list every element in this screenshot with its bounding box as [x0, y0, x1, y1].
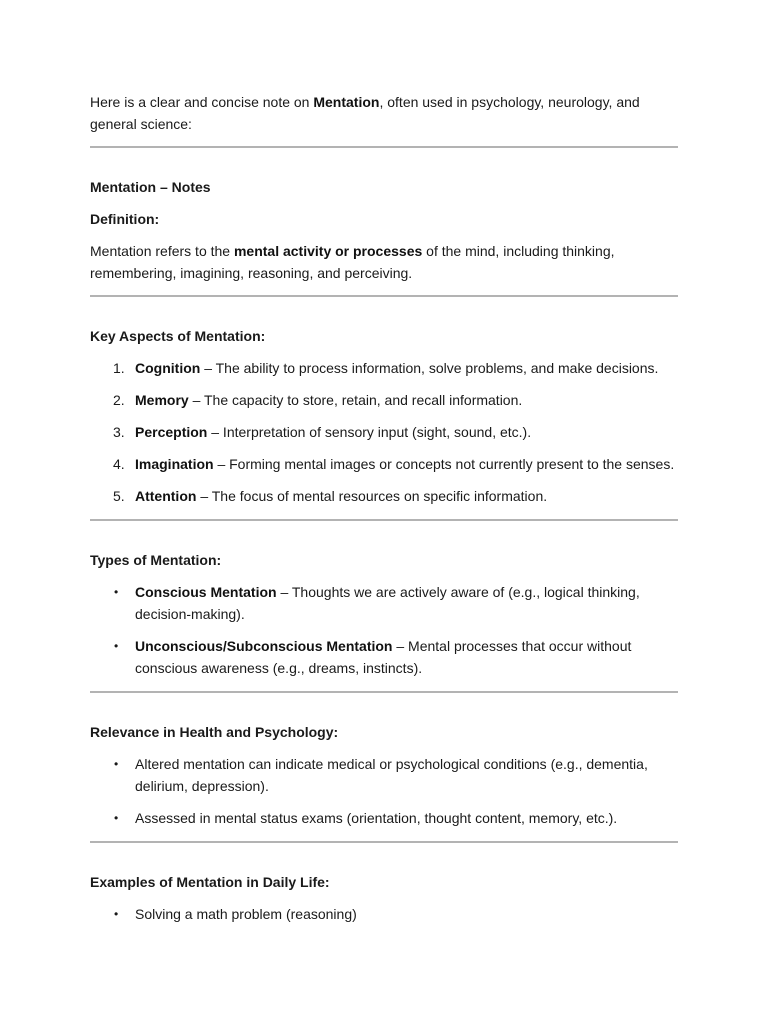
list-number: 3.: [113, 424, 125, 440]
list-item: [90, 485, 678, 507]
list-item: [90, 581, 678, 625]
divider: [90, 691, 678, 693]
document-content: [90, 91, 678, 937]
list-number: 1.: [113, 360, 125, 376]
list-term: Perception: [135, 424, 208, 440]
intro-text: Here is a clear and concise note on: [90, 94, 314, 110]
bullet-icon: •: [114, 757, 119, 771]
definition-bold-term: mental activity or processes: [233, 243, 423, 259]
list-item: [90, 903, 678, 925]
divider: [90, 146, 678, 148]
list-item: [90, 453, 678, 475]
list-number: 2.: [113, 392, 125, 408]
list-desc: Assessed in mental status exams (orientation, thought content, memory, etc.).: [135, 810, 618, 826]
list-term: Unconscious/Subconscious Mentation: [135, 638, 393, 654]
bullet-icon: •: [114, 811, 119, 825]
list-item: [90, 389, 678, 411]
list-desc: – The ability to process information, solve problems, and make decisions.: [200, 360, 659, 376]
list-desc: – Mental processes that occur without conscious awareness (e.g., dreams, instincts).: [135, 638, 632, 676]
list-desc: Altered mentation can indicate medical or psychological conditions (e.g., dementia, delirium, depression).: [135, 756, 648, 794]
list-desc: – The focus of mental resources on specific information.: [196, 488, 548, 504]
list-item: [90, 807, 678, 829]
list-number: 5.: [113, 488, 125, 504]
intro-bold-term: Mentation: [313, 94, 380, 110]
divider: [90, 519, 678, 521]
relevance-heading: Relevance in Health and Psychology:: [90, 724, 339, 740]
list-term: Conscious Mentation: [135, 584, 277, 600]
list-desc: – Interpretation of sensory input (sight, sound, etc.).: [207, 424, 532, 440]
definition-heading: Definition:: [90, 211, 160, 227]
definition-text: Mentation refers to the: [90, 243, 234, 259]
list-desc: – The capacity to store, retain, and recall information.: [188, 392, 523, 408]
key-aspects-heading: Key Aspects of Mentation:: [90, 328, 266, 344]
list-item: [90, 635, 678, 679]
list-term: Imagination: [135, 456, 214, 472]
examples-heading: Examples of Mentation in Daily Life:: [90, 874, 330, 890]
document-title: Mentation – Notes: [90, 179, 211, 195]
definition-text-end: of the mind, including thinking, remembering, imagining, reasoning, and perceiving.: [90, 243, 615, 281]
list-item: [90, 753, 678, 797]
list-term: Cognition: [135, 360, 201, 376]
relevance-list: [90, 753, 678, 829]
list-desc: – Thoughts we are actively aware of (e.g., logical thinking, decision-making).: [135, 584, 640, 622]
examples-list: [90, 903, 678, 925]
list-term: Memory: [135, 392, 189, 408]
intro-paragraph: [90, 91, 678, 135]
types-heading: Types of Mentation:: [90, 552, 222, 568]
bullet-icon: •: [114, 907, 119, 921]
bullet-icon: •: [114, 639, 119, 653]
key-aspects-list: [90, 357, 678, 507]
list-item: [90, 357, 678, 379]
types-list: [90, 581, 678, 679]
list-desc: Solving a math problem (reasoning): [135, 906, 357, 922]
list-term: Attention: [135, 488, 197, 504]
list-item: [90, 421, 678, 443]
definition-paragraph: [90, 240, 678, 284]
bullet-icon: •: [114, 585, 119, 599]
divider: [90, 295, 678, 297]
intro-text-end: , often used in psychology, neurology, and general science:: [90, 94, 640, 132]
list-desc: – Forming mental images or concepts not currently present to the senses.: [213, 456, 675, 472]
divider: [90, 841, 678, 843]
list-number: 4.: [113, 456, 125, 472]
